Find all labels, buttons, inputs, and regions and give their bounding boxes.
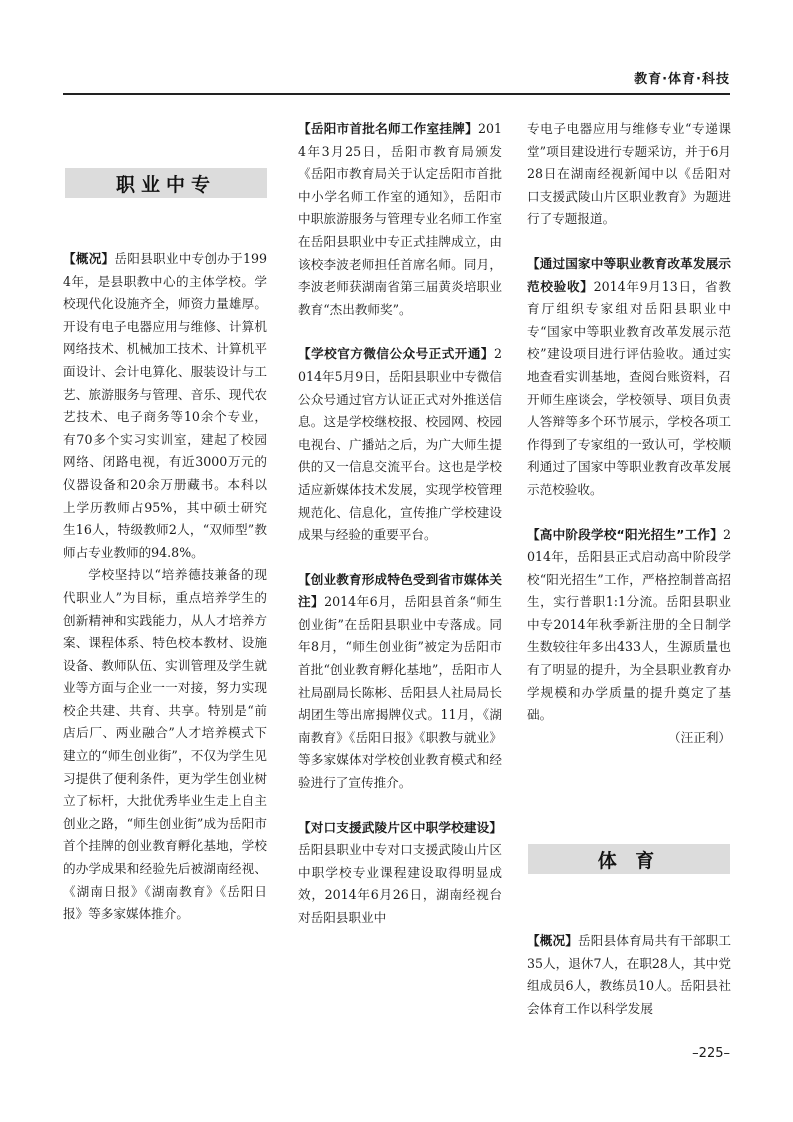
entry-wuling-support	[298, 817, 502, 930]
entry-tag: 【概况】	[63, 251, 115, 266]
entry-sports-overview	[527, 930, 731, 1020]
column-2	[298, 118, 502, 930]
entry-continuation: 专电子电器应用与维修专业“专递课堂”项目建设进行专题采访，并于6月28日在湖南经视新闻中以《岳阳对口支援武陵山片区职业教育》为题进行了专题报道。	[527, 121, 731, 227]
entry-tag: 【高中阶段学校“阳光招生”工作】	[527, 526, 723, 542]
entry-text: 岳阳县体育局共有干部职工35人，退休7人，在职28人，其中党组成员6人，教练员10人。岳阳县社会体育工作以科学发展	[527, 933, 732, 1016]
entry-tag: 【通过国家中等职业教育改革发展示范校验收】	[527, 255, 731, 294]
section-title-sports: 体 育	[528, 844, 730, 874]
entry-tag: 【创业教育形成特色受到省市媒体关注】	[298, 571, 502, 610]
entry-startup-education	[298, 569, 502, 795]
column-3-sports	[527, 930, 731, 1020]
entry-tag: 【对口支援武陵片区中职学校建设】	[298, 819, 502, 835]
entry-text: 2014年3月25日，岳阳市教育局颁发《岳阳市教育局关于认定岳阳市首批中小学名师工作室的通知》，岳阳市中职旅游服务与管理专业名师工作室在岳阳县职业中专正式挂牌成立，由该校李波老师担任首席名师。同月，李波老师获湖南省第三届黄炎培职业教育“杰出教师奖”。	[298, 121, 502, 317]
paragraph-philosophy: 学校坚持以“培养德技兼备的现代职业人”为目标，重点培养学生的创新精神和实践能力，从人才培养方案、课程体系、特色校本教材、设施设备、教师队伍、实训管理及学生就业等方面与企业一一对接，努力实现校企共建、共育、共享。特别是“前店后厂、两业融合”人才培养模式下建立的“师生创业街”，不仅为学生见习提供了便利条件，更为学生创业树立了标杆，大批优秀毕业生走上自主创业之路，“师生创业街”成为岳阳市首个挂牌的创业教育孵化基地，学校的办学成果和经验先后被湖南经视、《湖南日报》《湖南教育》《岳阳日报》等多家媒体推介。	[63, 567, 267, 922]
entry-text: 2014年5月9日，岳阳县职业中专微信公众号通过官方认证正式对外推送信息。这是学校继校报、校园网、校园电视台、广播站之后，为广大师生提供的又一信息交流平台。这也是学校适应新媒体技术发展，实现学校管理规范化、信息化，宣传推广学校建设成果与经验的重要平台。	[298, 346, 502, 543]
entry-text: 2014年6月，岳阳县首条“师生创业街”在岳阳县职业中专落成。同年8月，“师生创业街”被定为岳阳市首批“创业教育孵化基地”，岳阳市人社局副局长陈彬、岳阳县人社局局长胡团生等出席揭牌仪式。11月，《湖南教育》《岳阳日报》《职教与就业》等多家媒体对学校创业教育模式和经验进行了宣传推介。	[298, 594, 502, 791]
section-header-label: 教育·体育·科技	[634, 72, 730, 87]
entry-tag: 【岳阳市首批名师工作室挂牌】	[298, 121, 478, 136]
entry-tag: 【学校官方微信公众号正式开通】	[298, 346, 494, 362]
entry-tag: 【概况】	[527, 933, 579, 948]
author-signature: （汪正利）	[668, 729, 731, 745]
page-number: –225–	[692, 1046, 730, 1061]
entry-text: 岳阳县职业中专对口支援武陵山片区中职学校专业课程建设取得明显成效，2014年6月26日，湖南经视台对岳阳县职业中	[298, 842, 502, 925]
spacer	[527, 502, 731, 524]
entry-teacher-studio	[298, 118, 502, 321]
entry-text: 2014年，岳阳县正式启动高中阶段学校“阳光招生”工作，严格控制普高招生，实行普职1:1分流。岳阳县职业中专2014年秋季新注册的全日制学生数较往年多出433人，生源质量也有了明显的提升，为全县职业教育办学规模和办学质量的提升奠定了基础。	[527, 526, 731, 723]
entry-sunshine-enrollment	[527, 524, 731, 727]
spacer	[298, 321, 502, 343]
spacer	[527, 231, 731, 253]
entry-text: 岳阳县职业中专创办于1994年，是县职教中心的主体学校。学校现代化设施齐全，师资力量雄厚。开设有电子电器应用与维修、计算机网络技术、机械加工技术、计算机平面设计、会计电算化、服装设计与工艺、旅游服务与管理、音乐、现代农艺技术、电子商务等10余个专业，有70多个实习实训室，建起了校园网络、闭路电视，有近3000万元的仪器设备和20余万册藏书。本科以上学历教师占95%，其中硕士研究生16人，特级教师2人，“双师型”教师占专业教师的94.8%。	[63, 251, 267, 560]
paragraph-overview	[63, 248, 267, 564]
spacer	[298, 547, 502, 569]
column-1	[63, 248, 267, 926]
column-3	[527, 118, 731, 749]
entry-wechat	[298, 343, 502, 546]
section-title-vocational: 职业中专	[65, 168, 267, 198]
entry-text: 2014年9月13日，省教育厅组织专家组对岳阳县职业中专“国家中等职业教育改革发展示范校”建设项目进行评估验收。通过实地查看实训基地，查阅台账资料，召开师生座谈会，学校领导、项目负责人答辩等多个环节展示，学校各项工作得到了专家组的一致认可，学校顺利通过了国家中等职业教育改革发展示范校验收。	[527, 278, 731, 497]
entry-model-school	[527, 253, 731, 502]
header-rule	[63, 93, 730, 95]
spacer	[298, 795, 502, 817]
